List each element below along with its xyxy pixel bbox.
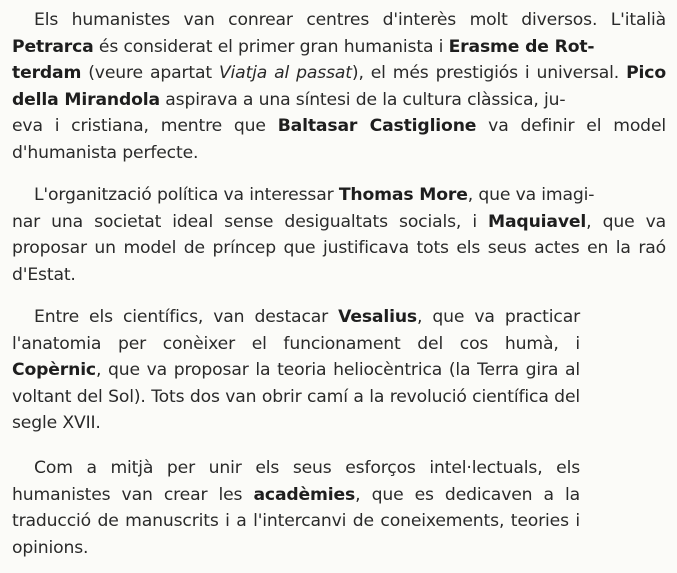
text-run: , que va proposar la teoria heliocèntrica (la Terra gira al voltant del Sol). Tots dos van obrir camí a la revolució científica del segle XVII. [12, 360, 580, 434]
text-run: eva i cristiana, mentre que [12, 116, 278, 137]
highlighted-name: Copèrnic [12, 360, 96, 381]
highlighted-name: acadèmies [253, 484, 356, 505]
text-run: , que es dedicaven a la traducció de manuscrits i a l'intercanvi de coneixements, teories i opinions. [12, 484, 580, 558]
text-run: va definir el model d'humanista perfecte. [12, 116, 666, 163]
text-run: Els humanistes van conrear centres d'interès molt diversos. L'italià [34, 10, 666, 30]
text-run: , que va practicar l'anatomia per conèixer el funcionament del cos humà, i [12, 307, 580, 354]
highlighted-name: Baltasar Castiglione [277, 116, 477, 137]
paragraph-humanists-interests [12, 7, 666, 167]
text-run: , que va proposar un model de príncep que justificava tots els seus actes en la raó d'Estat. [12, 211, 666, 285]
highlighted-name: Vesalius [338, 307, 418, 327]
paragraph-scientists [12, 304, 580, 437]
text-run: Com a mitjà per unir els seus esforços intel·lectuals, els humanistes van crear les [12, 458, 580, 505]
highlighted-name: terdam [12, 63, 82, 84]
text-run: , que va imagi- [467, 185, 595, 205]
paragraph-political-organization [12, 182, 666, 288]
text-run: és considerat el primer gran humanista i [93, 36, 449, 57]
text-run: Entre els científics, van destacar [34, 307, 339, 327]
paragraph-academies [12, 455, 580, 561]
italic-reference: Viatja al passat [218, 63, 352, 84]
highlighted-name: Thomas More [338, 185, 468, 205]
highlighted-name: Petrarca [12, 36, 94, 57]
text-run: ), el més prestigiós i universal. [351, 63, 627, 84]
highlighted-name: Erasme de Rot- [448, 36, 595, 57]
text-run: aspirava a una síntesi de la cultura clàssica, ju- [159, 89, 566, 110]
highlighted-name: Pico della Mirandola [12, 63, 666, 110]
text-run: L'organització política va interessar [34, 185, 339, 205]
text-run: nar una societat ideal sense desigualtats socials, i [12, 211, 489, 232]
highlighted-name: Maquiavel [488, 211, 587, 232]
text-run: (veure apartat [81, 63, 219, 84]
